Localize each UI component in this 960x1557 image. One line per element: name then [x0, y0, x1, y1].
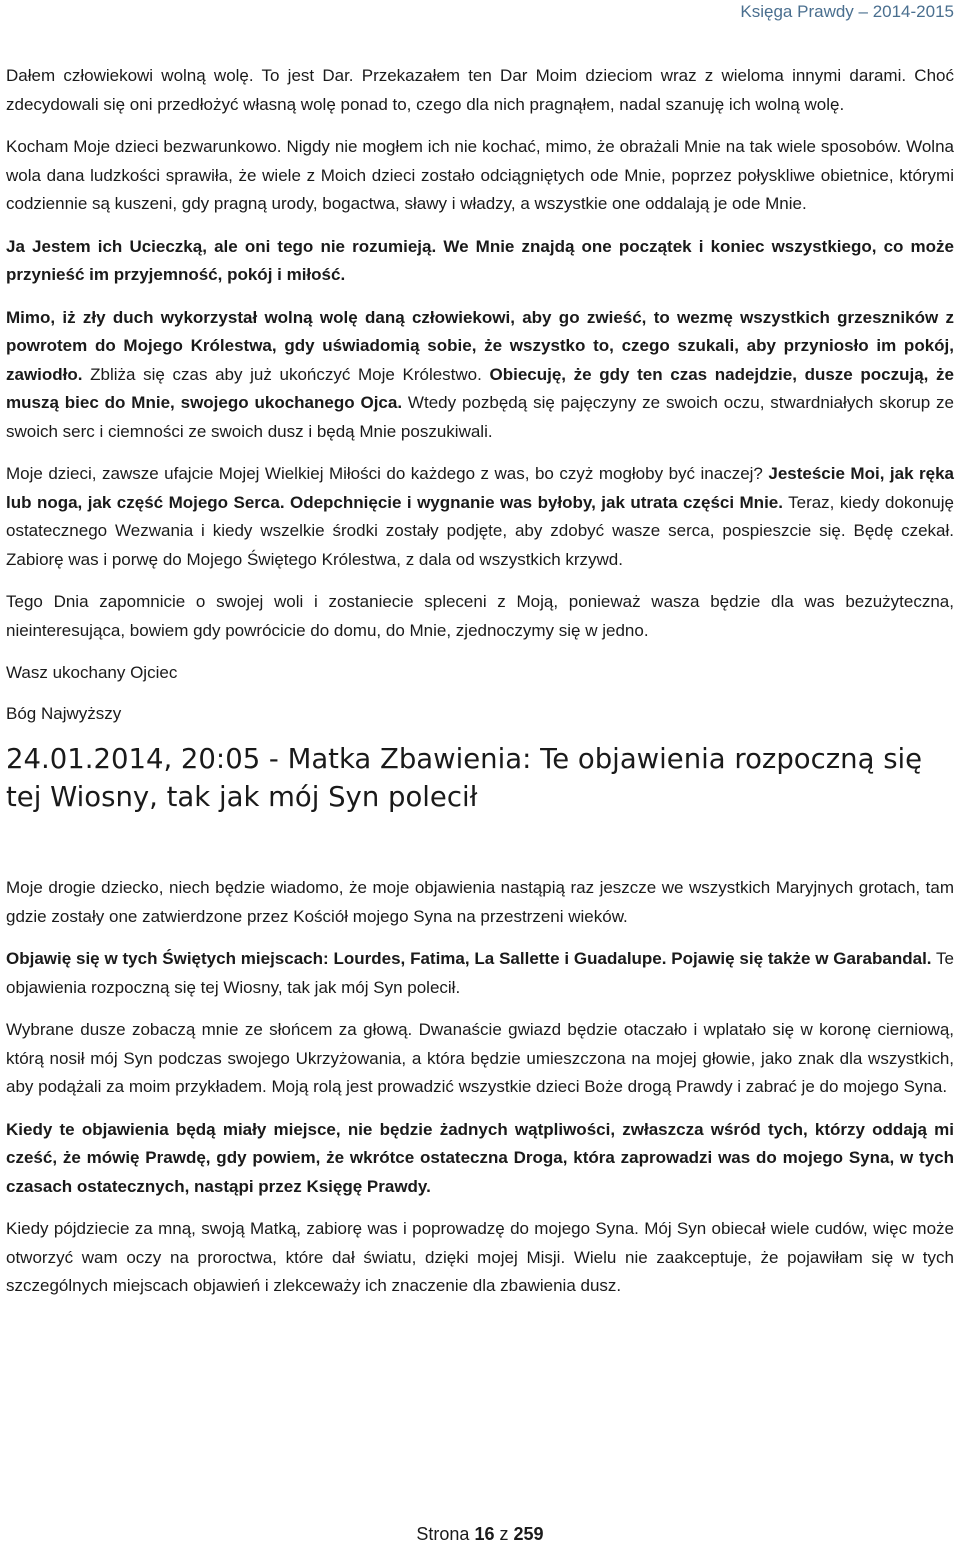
page-total: 259 — [513, 1524, 544, 1544]
text-segment: Kocham Moje dzieci bezwarunkowo. Nigdy nie mogłem ich nie kochać, mimo, że obrażali Mnie na tak wiele sposobów. Wolna wola dana ludzkości sprawiła, że wiele z Moich dzieci zostało odciągniętych ode Mnie, poprzez połyskliwe obietnice, którymi codziennie są kuszeni, gdy pragną urody, bogactwa, sławy i władzy, a wszystkie one oddalają je ode Mnie. — [6, 137, 954, 213]
bold-text-segment: Obiecuję, że gdy ten czas nadejdzie, dusze poczują, że muszą biec do Mnie, swojego ukochanego Ojca. — [6, 364, 954, 412]
text-segment: Kiedy pójdziecie za mną, swoją Matką, zabiorę was i poprowadzę do mojego Syna. Mój Syn obiecał wiele cudów, więc może otworzyć wam oczy na proroctwa, które dał światu, dzięki mojej Misji. Wielu nie zaakceptuje, że pojawiłam się w tych szczególnych miejscach objawień i zlekceważy ich znaczenie dla zbawienia dusz. — [6, 1219, 954, 1295]
paragraph — [6, 133, 954, 219]
text-segment: Moje drogie dziecko, niech będzie wiadomo, że moje objawienia nastąpią raz jeszcze we wszystkich Maryjnych grotach, tam gdzie zostały one zatwierdzone przez Kościół mojego Syna na przestrzeni wieków. — [6, 878, 954, 926]
paragraph — [6, 304, 954, 447]
signature-line: Bóg Najwyższy — [6, 703, 122, 723]
text-segment: Teraz, kiedy dokonuję ostatecznego Wezwania i kiedy wszelkie środki zostały podjęte, aby zdobyć wasze serca, pospieszcie się. Będę czekał. Zabiorę was i porwę do Mojego Świętego Królestwa, z dala od wszystkich krzywd. — [6, 492, 954, 569]
paragraph — [6, 460, 954, 574]
page-label: Strona — [416, 1524, 470, 1544]
text-segment: Te objawienia rozpoczną się tej Wiosny, tak jak mój Syn polecił. — [6, 949, 954, 997]
paragraph — [6, 1016, 954, 1102]
signature-line: Wasz ukochany Ojciec — [6, 663, 178, 682]
paragraph — [6, 1116, 954, 1202]
page-footer — [0, 1524, 960, 1545]
page-body — [6, 62, 954, 1315]
message-heading: 24.01.2014, 20:05 - Matka Zbawienia: Te objawienia rozpoczną się tej Wiosny, tak jak mój Syn polecił — [6, 743, 923, 813]
bold-text-segment: Kiedy te objawienia będą miały miejsce, nie będzie żadnych wątpliwości, zwłaszcza wśród tych, którzy oddają mi cześć, że mówię Prawdę, gdy powiem, że wkrótce ostateczna Droga, która zaprowadzi was do mojego Syna, w tych czasach ostatecznych, nastąpi przez Księgę Prawdy. — [6, 1119, 954, 1196]
text-segment: Moje dzieci, zawsze ufajcie Mojej Wielkiej Miłości do każdego z was, bo czyż mogłoby być inaczej? — [6, 464, 769, 483]
bold-text-segment: Objawię się w tych Świętych miejscach: Lourdes, Fatima, La Sallette i Guadalupe. Pojawię się także w Garabandal. — [6, 949, 932, 968]
page-separator: z — [499, 1524, 509, 1544]
bold-text-segment: Ja Jestem ich Ucieczką, ale oni tego nie rozumieją. We Mnie znajdą one początek i koniec wszystkiego, co może przynieść im przyjemność, pokój i miłość. — [6, 236, 954, 284]
bold-text-segment: Jesteście Moi, jak ręka lub noga, jak część Mojego Serca. Odepchnięcie i wygnanie was byłoby, jak utrata części Mnie. — [6, 464, 954, 512]
paragraph — [6, 874, 954, 931]
paragraph — [6, 945, 954, 1002]
text-segment: Wtedy pozbędą się pajęczyny ze swoich oczu, stwardniałych skorup ze swoich serc i ciemności ze swoich dusz i będą Mnie poszukiwali. — [6, 393, 954, 441]
bold-text-segment: Mimo, iż zły duch wykorzystał wolną wolę daną człowiekowi, aby go zwieść, to wezmę wszystkich grzeszników z powrotem do Mojego Królestwa, gdy uświadomią sobie, że wszystko to, czego szukali, aby przyniosło im pokój, zawiodło. — [6, 307, 954, 384]
paragraph — [6, 1215, 954, 1301]
section-message-mother — [6, 874, 954, 1301]
signature-block — [6, 659, 954, 728]
paragraph — [6, 233, 954, 290]
text-segment: Dałem człowiekowi wolną wolę. To jest Dar. Przekazałem ten Dar Moim dzieciom wraz z wieloma innymi darami. Choć zdecydowali się oni przedłożyć własną wolę ponad to, czego dla nich pragnąłem, nadal szanuję ich wolną wolę. — [6, 66, 954, 114]
paragraph — [6, 588, 954, 645]
paragraph — [6, 62, 954, 119]
section-message-father — [6, 62, 954, 645]
running-header: Księga Prawdy – 2014-2015 — [740, 2, 954, 21]
page-number: 16 — [474, 1524, 495, 1544]
text-segment: Tego Dnia zapomnicie o swojej woli i zostaniecie spleceni z Moją, ponieważ wasza będzie dla was bezużyteczna, nieinteresująca, bowiem gdy powrócicie do domu, do Mnie, zjednoczymy się w jedno. — [6, 592, 954, 640]
text-segment: Zbliża się czas aby już ukończyć Moje Królestwo. — [82, 364, 490, 384]
text-segment: Wybrane dusze zobaczą mnie ze słońcem za głową. Dwanaście gwiazd będzie otaczało i wplatało się w koronę cierniową, którą nosił mój Syn podczas swojego Ukrzyżowania, a która będzie umieszczona na mojej głowie, jako znak dla wszystkich, aby podążali za moim przykładem. Moją rolą jest prowadzić wszystkie dzieci Boże drogą Prawdy i zabrać je do mojego Syna. — [6, 1020, 954, 1096]
